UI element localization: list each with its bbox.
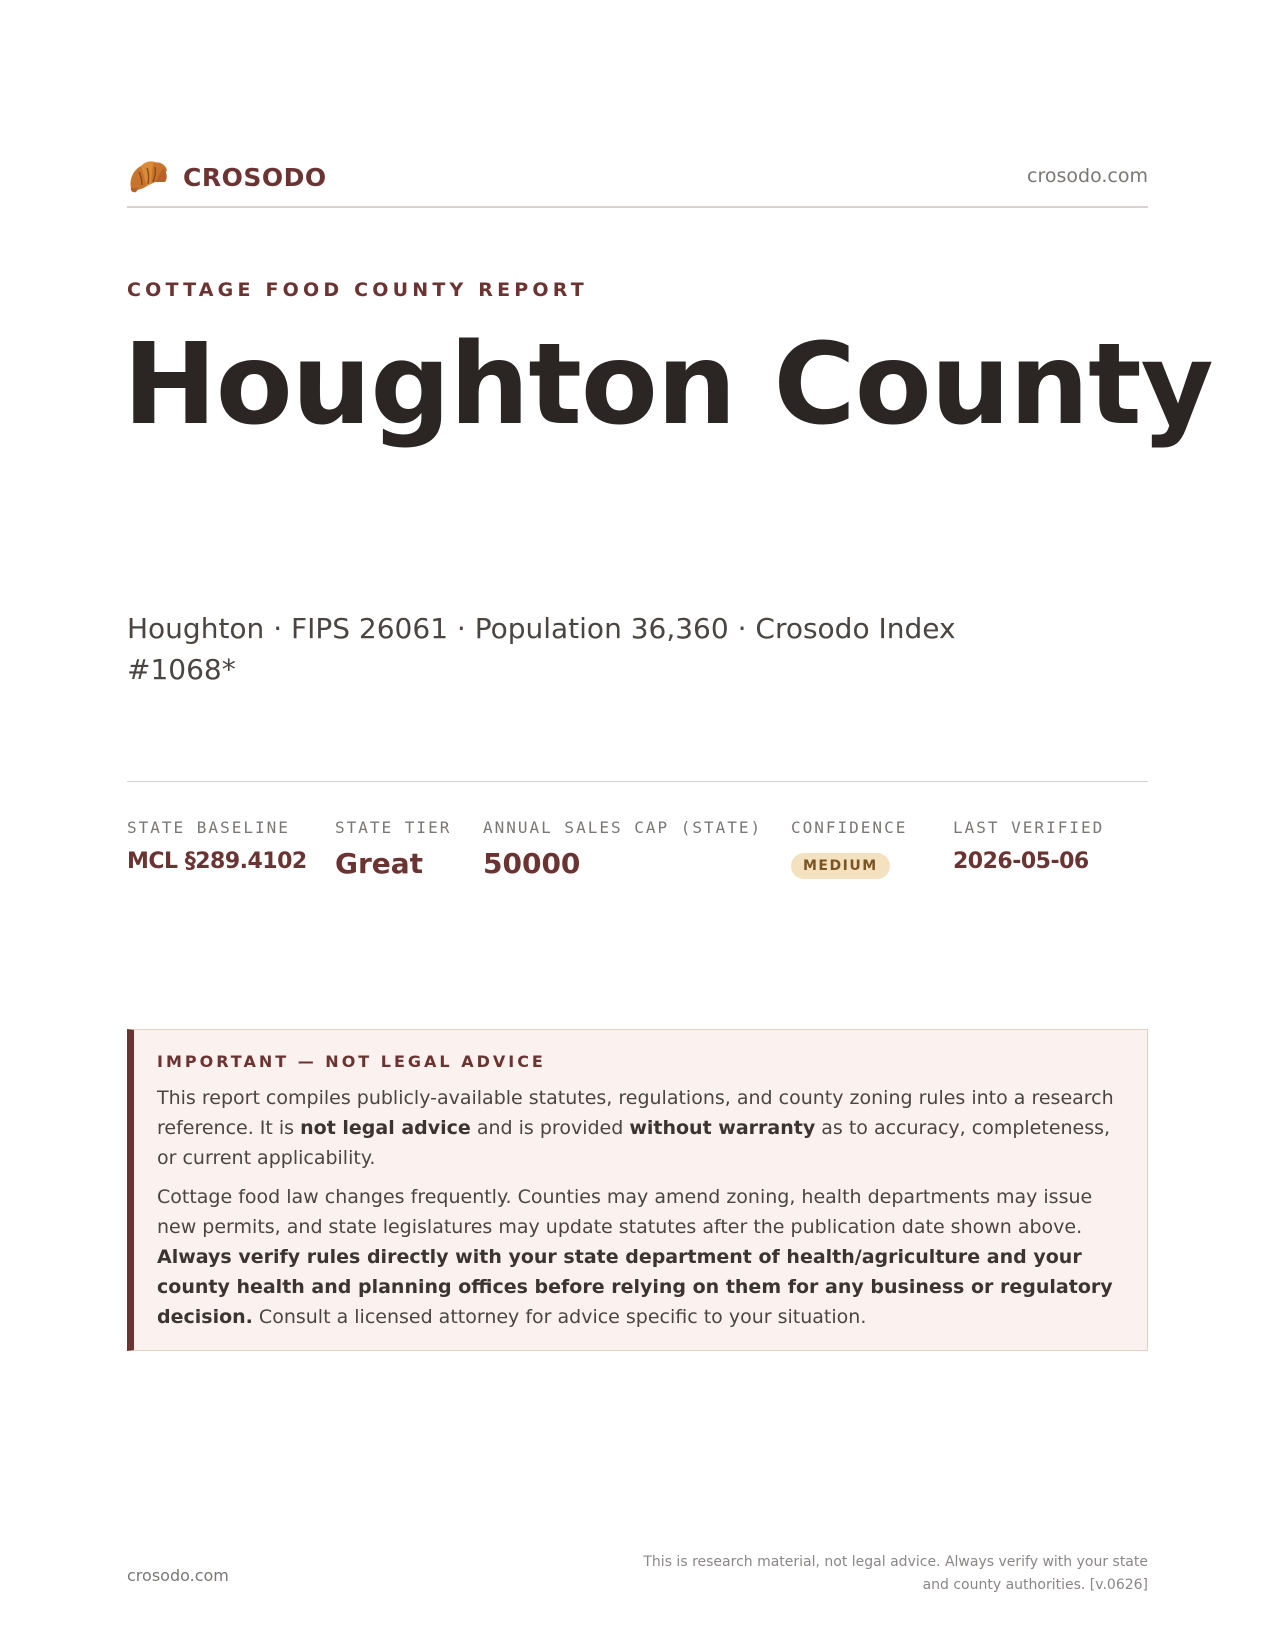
fact-value: 50000 [483, 847, 581, 880]
notice-text: Cottage food law changes frequently. Counties may amend zoning, health departments may issue new permits, and state legislatures may update statutes after the publication date shown above. [157, 1186, 1093, 1238]
fact-last-verified [953, 818, 1104, 874]
report-eyebrow: COTTAGE FOOD COUNTY REPORT [127, 279, 588, 301]
footer-site-link[interactable]: crosodo.com [127, 1566, 229, 1585]
notice-text: and is provided [470, 1117, 630, 1139]
fact-label: STATE BASELINE [127, 818, 290, 837]
notice-paragraph-1 [157, 1083, 1123, 1173]
notice-paragraph-2 [157, 1182, 1123, 1332]
divider [127, 781, 1148, 782]
fact-value: Great [335, 847, 424, 880]
confidence-badge: MEDIUM [791, 853, 890, 879]
fact-state-tier [335, 818, 451, 880]
fact-label: CONFIDENCE [791, 818, 908, 837]
fact-label: STATE TIER [335, 818, 452, 837]
brand [127, 158, 327, 196]
notice-emphasis: not legal advice [300, 1117, 471, 1139]
fact-confidence [791, 818, 907, 879]
fact-state-baseline [127, 818, 307, 874]
fact-label: LAST VERIFIED [953, 818, 1105, 837]
fact-label: ANNUAL SALES CAP (STATE) [483, 818, 763, 837]
fact-annual-sales-cap [483, 818, 762, 880]
notice-emphasis: without warranty [629, 1117, 816, 1139]
header-site-link[interactable]: crosodo.com [1027, 165, 1148, 187]
footer-disclaimer: This is research material, not legal advice. Always verify with your state and county authorities. [v.0626] [643, 1554, 1148, 1593]
page-title: Houghton County [123, 320, 1213, 450]
brand-name: CROSODO [183, 162, 327, 192]
notice-text: This report compiles publicly-available statutes, regulations, and county zoning rules into a research reference. It is [157, 1087, 1114, 1139]
fact-value: MCL §289.4102 [127, 849, 307, 874]
report-page [123, 0, 1213, 1650]
facts-row [127, 818, 1148, 898]
notice-text: as to accuracy, completeness, or current applicability. [157, 1117, 1111, 1169]
fact-value: 2026-05-06 [953, 849, 1089, 874]
notice-heading: IMPORTANT — NOT LEGAL ADVICE [157, 1052, 546, 1071]
legal-notice [127, 1029, 1148, 1351]
notice-emphasis: Always verify rules directly with your state department of health/agriculture and your county health and planning offices before relying on them for any business or regulatory decision. [157, 1246, 1113, 1328]
notice-text: Consult a licensed attorney for advice specific to your situation. [252, 1306, 867, 1328]
report-subtitle: Houghton · FIPS 26061 · Population 36,360 · Crosodo Index #1068* [127, 612, 956, 686]
croissant-icon [127, 158, 169, 196]
page-header [127, 158, 1148, 208]
